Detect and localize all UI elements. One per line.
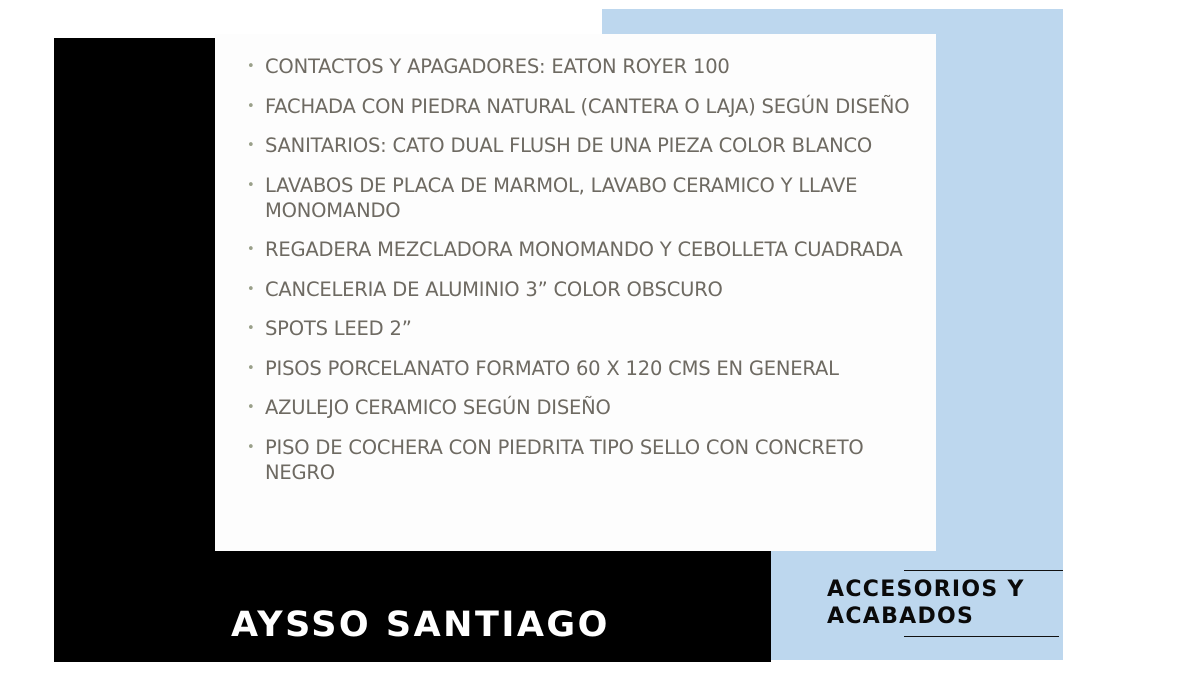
list-item-text: SPOTS LEED 2” [265,317,412,340]
bullet-icon: • [247,439,255,455]
list-item [247,435,917,485]
section-title-bottom-rule [904,636,1059,637]
bullet-icon: • [247,400,255,415]
list-item-text: SANITARIOS: CATO DUAL FLUSH DE UNA PIEZA COLOR BLANCO [265,134,873,157]
bullet-icon: • [247,242,255,257]
list-item-text: CONTACTOS Y APAGADORES: EATON ROYER 100 [265,55,730,78]
bullet-icon: • [247,138,255,153]
list-item-text: FACHADA CON PIEDRA NATURAL (CANTERA O LAJA) SEGÚN DISEÑO [265,94,910,118]
list-item [247,277,917,302]
list-item [247,94,917,119]
list-item [247,237,917,262]
footer-title: AYSSO SANTIAGO [231,605,610,645]
list-item [247,133,917,158]
section-title: ACCESORIOS Y ACABADOS [827,577,1025,629]
list-item-text: PISO DE COCHERA CON PIEDRITA TIPO SELLO CON CONCRETO NEGRO [265,435,864,484]
bullet-icon: • [247,98,255,114]
bullet-icon: • [247,321,255,336]
list-item-text: REGADERA MEZCLADORA MONOMANDO Y CEBOLLETA CUADRADA [265,238,903,261]
list-item-text: CANCELERIA DE ALUMINIO 3” COLOR OBSCURO [265,277,723,301]
bullet-icon: • [247,177,255,193]
list-item-text: PISOS PORCELANATO FORMATO 60 X 120 CMS EN GENERAL [265,356,839,380]
specifications-list [247,54,917,499]
list-item [247,395,917,420]
specifications-content-box [215,34,936,551]
list-item [247,173,917,223]
section-title-top-rule [904,570,1063,571]
bullet-icon: • [247,281,255,297]
list-item-text: AZULEJO CERAMICO SEGÚN DISEÑO [265,396,611,419]
bullet-icon: • [247,59,255,74]
list-item-text: LAVABOS DE PLACA DE MARMOL, LAVABO CERAMICO Y LLAVE MONOMANDO [265,173,858,222]
list-item [247,54,917,79]
list-item [247,356,917,381]
list-item [247,316,917,341]
bullet-icon: • [247,360,255,376]
